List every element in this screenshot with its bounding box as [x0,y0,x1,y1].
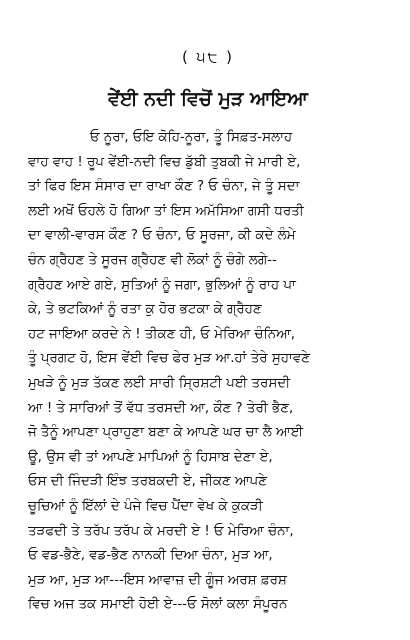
text-line: ਜੋ ਤੈਨੂੰ ਆਪਣਾ ਪ੍ਰਾਹੁਣਾ ਬਣਾ ਕੇ ਆਪਣੇ ਘਰ ਚਾ ਲੈ ਆਈ [28,425,303,441]
text-line: ਲਈ ਅਖੋਂ ਓਹਲੇ ਹੋ ਗਿਆ ਤਾਂ ਇਸ ਅਮੱਸਿਆ ਗਸੀ ਧਰਤੀ [28,203,304,219]
text-line: ਓ ਵਡ-ਭੈਣੇ, ਵਡ-ਭੈਣ ਨਾਨਕੀ ਦਿਆ ਚੰਨਾ, ਮੁੜ ਆ, [28,548,273,564]
text-line: ਆ ! ਤੇ ਸਾਰਿਆਂ ਤੋਂ ਵੱਧ ਤਰਸਦੀ ਆ, ਕੌਣ ? ਤੇਰੀ ਭੈਣ, [28,400,294,416]
text-line: ਤੂੰ ਪ੍ਰਗਟ ਹੋ, ਇਸ ਵੇਂਈ ਵਿਚ ਫੇਰ ਮੁੜ ਆ.ਹਾਂ ਤੇਰੇ ਸੁਹਾਵਣੇ [28,351,310,367]
text-line: ਮੁਖੜੇ ਨੂੰ ਮੁੜ ਤੱਕਣ ਲਈ ਸਾਰੀ ਸ੍ਰਿਸ਼ਟੀ ਪਈ ਤਰਸਦੀ [28,375,291,391]
text-line: ਓਸ ਦੀ ਜਿੰਦੜੀ ਇੰਝ ਤਰਬਕਦੀ ਏ, ਜੀਕਣ ਆਪਣੇ [28,474,267,490]
text-line: ਵਿਚ ਅਜ ਤਕ ਸਮਾਈ ਹੋਈ ਏ---ਓ ਸੋਲਾਂ ਕਲਾ ਸੰਪੂਰਨ [28,597,288,613]
text-line: ਤਾਂ ਫਿਰ ਇਸ ਸੰਸਾਰ ਦਾ ਰਾਖਾ ਕੌਣ ? ਓ ਚੰਨਾ, ਜੇ ਤੂੰ ਸਦਾ [28,179,300,195]
text-line: ਗ੍ਰੈਹਣ ਆਏ ਗਏ, ਸੁਤਿਆਂ ਨੂੰ ਜਗਾ, ਭੁਲਿਆਂ ਨੂੰ ਰਾਹ ਪਾ [28,277,296,293]
text-line: ਵਾਹ ਵਾਹ ! ਰੂਪ ਵੇਂਈ-ਨਦੀ ਵਿਚ ਡੁੱਬੀ ਤੁਬਕੀ ਜੇ ਮਾਰੀ ਏ, [28,154,301,170]
text-line: ਚੂਚਿਆਂ ਨੂੰ ਇੱਲਾਂ ਦੇ ਪੰਜੇ ਵਿਚ ਪੈਂਦਾ ਵੇਖ ਕੇ ਕੁਕੜੀ [28,498,263,514]
chapter-title: ਵੇਂਈ ਨਦੀ ਵਿਚੋਂ ਮੁੜ ਆਇਆ [108,88,308,110]
text-line: ਮੁੜ ਆ, ਮੁੜ ਆ---ਇਸ ਆਵਾਜ਼ ਦੀ ਗੂੰਜ ਅਰਸ਼ ਫ਼ਰਸ਼ [28,572,287,588]
page-number: ( ੫੮ ) [182,48,234,66]
text-line: ਹਟ ਜਾਇਆ ਕਰਦੇ ਨੇ ! ਤੀਕਣ ਹੀ, ਓ ਮੇਰਿਆ ਚੰਨਿਆ, [28,326,296,342]
text-line: ਦਾ ਵਾਲੀ-ਵਾਰਸ ਕੌਣ ? ਓ ਚੰਨਾ, ਓ ਸੂਰਜਾ, ਕੀ ਕਦੇ ਲੰਮੇ [28,228,296,244]
body-text [28,126,388,618]
text-line: ਊ, ਉਸ ਵੀ ਤਾਂ ਆਪਣੇ ਮਾਪਿਆਂ ਨੂੰ ਹਿਸਾਬ ਦੇਣਾ ਏ, [28,449,273,465]
text-line: ਕੇ, ਤੇ ਭਟਕਿਆਂ ਨੂੰ ਰਤਾ ਕੁ ਹੋਰ ਭਟਕਾ ਕੇ ਗ੍ਰੈਹਣ [28,302,262,318]
text-line: ਓ ਨੂਰਾ, ਓਇ ਕੋਹਿ-ਨੂਰਾ, ਤੂੰ ਸਿਫ਼ਤ-ਸਲਾਹ [90,130,293,145]
text-line: ਚੰਨ ਗ੍ਰੈਹਣ ਤੇ ਸੂਰਜ ਗ੍ਰੈਹਣ ਵੀ ਲੋਕਾਂ ਨੂੰ ਚੰਗੇ ਲਗੇ-- [28,252,277,268]
text-line: ਤੜਫਦੀ ਤੇ ਤਰੱਪ ਤਰੱਪ ਕੇ ਮਰਦੀ ਏ ! ਓ ਮੇਰਿਆ ਚੰਨਾ, [28,523,294,539]
